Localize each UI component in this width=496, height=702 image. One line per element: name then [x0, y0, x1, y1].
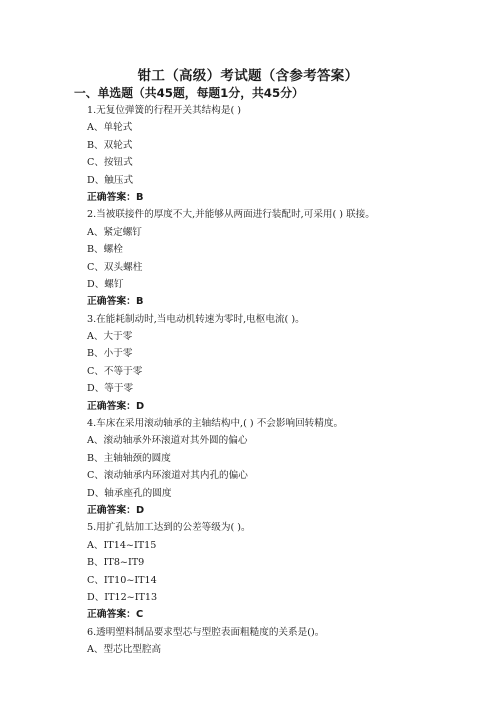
answer-option: C、IT10~IT14 [87, 574, 157, 586]
question-1 [87, 102, 477, 206]
correct-answer: 正确答案：B [87, 296, 144, 308]
correct-answer: 正确答案：B [87, 191, 144, 203]
answer-option: B、螺栓 [87, 244, 123, 256]
question-stem: 2.当被联接件的厚度不大,并能够从两面进行装配时,可采用( ) 联接。 [87, 209, 375, 221]
answer-option: D、等于零 [87, 383, 134, 395]
question-list [87, 102, 477, 659]
answer-option: C、双头螺柱 [87, 261, 143, 273]
answer-option: B、双轮式 [87, 139, 133, 151]
answer-option: B、IT8~IT9 [87, 557, 145, 569]
answer-option: C、不等于零 [87, 365, 143, 377]
correct-answer: 正确答案：C [87, 609, 144, 621]
question-6 [87, 624, 477, 659]
correct-answer: 正确答案：D [87, 504, 145, 516]
answer-option: A、滚动轴承外环滚道对其外圆的偏心 [87, 435, 248, 447]
question-3 [87, 311, 477, 415]
answer-option: D、轴承座孔的圆度 [87, 487, 172, 499]
answer-option: A、紧定螺钉 [87, 226, 142, 238]
correct-answer: 正确答案：D [87, 400, 145, 412]
answer-option: B、小于零 [87, 348, 133, 360]
answer-option: C、按钮式 [87, 157, 133, 169]
document-title: 钳工（高级）考试题（含参考答案） [137, 68, 359, 84]
question-2 [87, 206, 477, 310]
question-stem: 3.在能耗制动时,当电动机转速为零时,电枢电流( )。 [87, 313, 305, 325]
question-stem: 4.车床在采用滚动轴承的主轴结构中,( ) 不会影响回转精度。 [87, 418, 344, 430]
answer-option: D、触压式 [87, 174, 134, 186]
answer-option: C、滚动轴承内环滚道对其内孔的偏心 [87, 470, 248, 482]
answer-option: A、大于零 [87, 331, 133, 343]
question-5 [87, 519, 477, 623]
question-stem: 6.透明塑料制品要求型芯与型腔表面粗糙度的关系是()。 [87, 626, 325, 638]
answer-option: A、单轮式 [87, 122, 133, 134]
answer-option: D、螺钉 [87, 278, 124, 290]
answer-option: A、IT14~IT15 [87, 539, 157, 551]
section-heading: 一、单选题（共45题，每题1分，共45分） [74, 86, 304, 100]
answer-option: B、主轴轴颈的圆度 [87, 452, 171, 464]
question-4 [87, 415, 477, 519]
answer-option: D、IT12~IT13 [87, 591, 158, 603]
answer-option: A、型芯比型腔高 [87, 644, 162, 656]
question-stem: 5.用扩孔钻加工达到的公差等级为( )。 [87, 522, 251, 534]
question-stem: 1.无复位弹簧的行程开关其结构是( ) [87, 105, 242, 116]
